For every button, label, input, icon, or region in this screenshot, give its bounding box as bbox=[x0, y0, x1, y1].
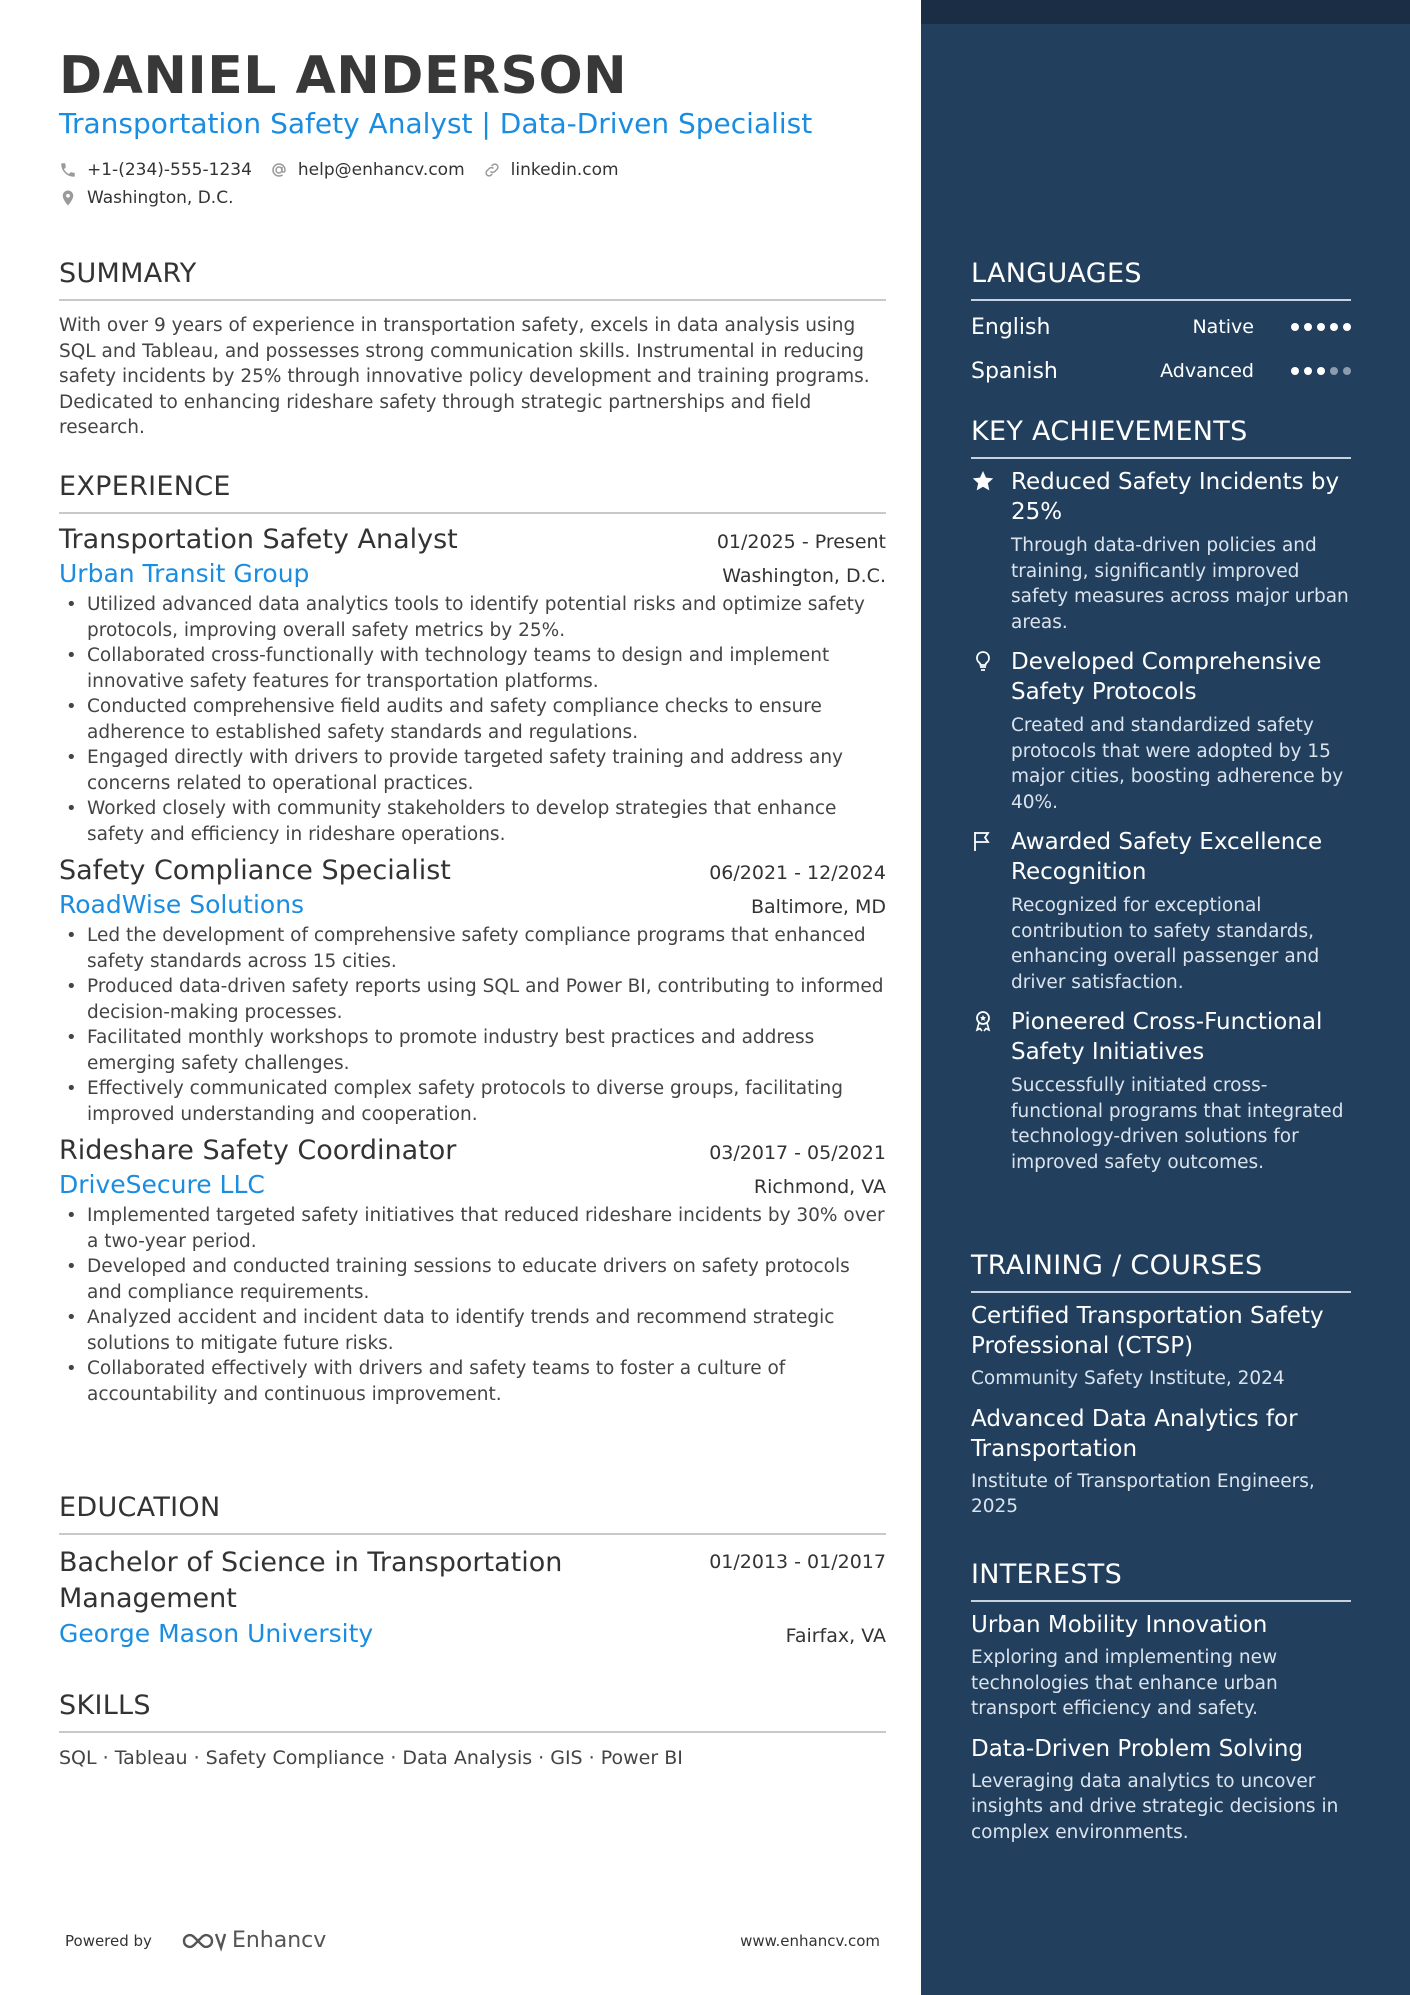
summary-text: With over 9 years of experience in transportation safety, excels in data analysis using SQL and Tableau, and possesses strong communication skills. Instrumental in reducing safety incidents by 25% through innovative policy development and training programs. Dedicated to enhancing rideshare safety through strategic partnerships and field research. bbox=[59, 315, 870, 438]
job-location: Baltimore, MD bbox=[750, 896, 886, 918]
course-title: Certified Transportation Safety Professional (CTSP) bbox=[971, 1303, 1324, 1359]
job-entry bbox=[59, 524, 886, 847]
interests-section bbox=[971, 1559, 1351, 1845]
contact-location bbox=[59, 188, 233, 208]
language-list bbox=[971, 305, 1351, 393]
education-entry bbox=[59, 1545, 886, 1648]
phone-icon bbox=[59, 161, 77, 179]
skills-title: SKILLS bbox=[59, 1690, 886, 1733]
job-location: Washington, D.C. bbox=[722, 565, 886, 587]
proficiency-dot bbox=[1304, 323, 1312, 331]
link-icon bbox=[483, 161, 501, 179]
school-name: George Mason University bbox=[59, 1619, 374, 1648]
proficiency-dot bbox=[1330, 367, 1338, 375]
proficiency-dot bbox=[1343, 367, 1351, 375]
job-title: Safety Compliance Specialist bbox=[59, 855, 451, 886]
achievement-title: Awarded Safety Excellence Recognition bbox=[1011, 829, 1323, 885]
location-pin-icon bbox=[59, 189, 77, 207]
achievement-body bbox=[1011, 827, 1351, 995]
interest-item bbox=[971, 1734, 1351, 1846]
footer-site[interactable]: www.enhancv.com bbox=[740, 1931, 880, 1950]
summary-title: SUMMARY bbox=[59, 258, 886, 301]
job-title: Rideshare Safety Coordinator bbox=[59, 1135, 457, 1166]
proficiency-dot bbox=[1291, 367, 1299, 375]
at-icon bbox=[270, 161, 288, 179]
bullet-item: • Analyzed accident and incident data to identify trends and recommend strategic solutions to mitigate future risks. bbox=[59, 1305, 886, 1356]
bullet-item: • Collaborated cross-functionally with technology teams to design and implement innovative safety features for transportation platforms. bbox=[59, 643, 886, 694]
achievement-list bbox=[971, 467, 1351, 1175]
interest-title: Data-Driven Problem Solving bbox=[971, 1735, 1304, 1762]
email-text: help@enhancv.com bbox=[297, 160, 465, 180]
achievement-body bbox=[1011, 647, 1351, 815]
interest-list bbox=[971, 1610, 1351, 1845]
proficiency-dots bbox=[1286, 323, 1351, 331]
company-name[interactable]: DriveSecure LLC bbox=[59, 1170, 265, 1199]
course-provider: Institute of Transportation Engineers, 2025 bbox=[971, 1470, 1315, 1517]
proficiency-dots bbox=[1286, 367, 1351, 375]
job-title-row bbox=[59, 855, 886, 886]
bullet-item: • Engaged directly with drivers to provide targeted safety training and address any concerns related to operational practices. bbox=[59, 745, 886, 796]
education-dates: 01/2013 - 01/2017 bbox=[709, 1551, 886, 1573]
contact-email[interactable] bbox=[270, 160, 465, 180]
headline: Transportation Safety Analyst | Data-Driven Specialist bbox=[59, 107, 813, 140]
interest-title: Urban Mobility Innovation bbox=[971, 1612, 1268, 1638]
bullet-item: • Developed and conducted training sessions to educate drivers on safety protocols and compliance requirements. bbox=[59, 1254, 886, 1305]
bullet-item: • Implemented targeted safety initiatives that reduced rideshare incidents by 30% over a two-year period. bbox=[59, 1203, 886, 1254]
bullet-item: • Conducted comprehensive field audits and safety compliance checks to ensure adherence to established safety standards and regulations. bbox=[59, 694, 886, 745]
flag-icon bbox=[971, 829, 995, 853]
training-section bbox=[971, 1250, 1351, 1520]
location-text: Washington, D.C. bbox=[87, 188, 234, 208]
bullet-item: • Led the development of comprehensive safety compliance programs that enhanced safety standards across 15 cities. bbox=[59, 923, 886, 974]
achievement-item bbox=[971, 827, 1351, 995]
interest-item bbox=[971, 1610, 1351, 1722]
education-title: EDUCATION bbox=[59, 1492, 886, 1535]
language-name: English bbox=[971, 314, 1051, 340]
achievement-title: Pioneered Cross-Functional Safety Initiatives bbox=[1011, 1009, 1323, 1065]
achievement-description: Through data-driven policies and training, significantly improved safety measures across major urban areas. bbox=[1011, 535, 1349, 633]
interest-description: Exploring and implementing new technologies that enhance urban transport efficiency and safety. bbox=[971, 1647, 1278, 1719]
skills-list: SQL · Tableau · Safety Compliance · Data Analysis · GIS · Power BI bbox=[59, 1747, 683, 1769]
course-provider: Community Safety Institute, 2024 bbox=[971, 1368, 1285, 1389]
achievement-item bbox=[971, 647, 1351, 815]
job-bullets bbox=[59, 923, 886, 1127]
language-row bbox=[971, 349, 1351, 393]
proficiency-dot bbox=[1330, 323, 1338, 331]
contact-phone[interactable] bbox=[59, 160, 252, 180]
language-row bbox=[971, 305, 1351, 349]
bullet-item: • Effectively communicated complex safety protocols to diverse groups, facilitating improved understanding and cooperation. bbox=[59, 1076, 886, 1127]
link-text: linkedin.com bbox=[510, 160, 619, 180]
proficiency-dot bbox=[1291, 323, 1299, 331]
achievement-description: Created and standardized safety protocols that were adopted by 15 major cities, boosting adherence by 40%. bbox=[1011, 715, 1344, 813]
course-item bbox=[971, 1404, 1351, 1520]
company-name[interactable]: RoadWise Solutions bbox=[59, 890, 305, 919]
contact-info bbox=[59, 158, 637, 214]
proficiency-dot bbox=[1317, 367, 1325, 375]
achievement-description: Recognized for exceptional contribution to safety standards, enhancing overall passenger and driver satisfaction. bbox=[1011, 895, 1320, 993]
bullet-item: • Produced data-driven safety reports using SQL and Power BI, contributing to informed decision-making processes. bbox=[59, 974, 886, 1025]
course-list bbox=[971, 1301, 1351, 1520]
bullet-item: • Worked closely with community stakeholders to develop strategies that enhance safety and efficiency in rideshare operations. bbox=[59, 796, 886, 847]
job-bullets bbox=[59, 592, 886, 847]
training-title: TRAINING / COURSES bbox=[971, 1250, 1351, 1293]
achievement-item bbox=[971, 1007, 1351, 1175]
enhancv-brand: Enhancv bbox=[231, 1928, 327, 1953]
job-dates: 03/2017 - 05/2021 bbox=[709, 1142, 886, 1164]
achievement-body bbox=[1011, 467, 1351, 635]
education-location: Fairfax, VA bbox=[785, 1625, 886, 1647]
languages-title: LANGUAGES bbox=[971, 258, 1351, 301]
contact-link[interactable] bbox=[483, 160, 619, 180]
enhancv-logo-icon bbox=[180, 1929, 226, 1953]
course-item bbox=[971, 1301, 1351, 1392]
skills-section bbox=[59, 1690, 886, 1769]
job-dates: 06/2021 - 12/2024 bbox=[709, 862, 886, 884]
powered-by-label: Powered by bbox=[65, 1931, 152, 1950]
experience-title: EXPERIENCE bbox=[59, 471, 886, 514]
phone-text: +1-(234)-555-1234 bbox=[87, 160, 252, 180]
summary-section bbox=[59, 258, 886, 441]
achievement-body bbox=[1011, 1007, 1351, 1175]
job-entry bbox=[59, 855, 886, 1127]
achievement-description: Successfully initiated cross-functional programs that integrated technology-driven solutions for improved safety outcomes. bbox=[1011, 1075, 1344, 1173]
interest-description: Leveraging data analytics to uncover insights and drive strategic decisions in complex environments. bbox=[971, 1770, 1339, 1843]
star-icon bbox=[971, 469, 995, 493]
languages-section bbox=[971, 258, 1351, 393]
company-name[interactable]: Urban Transit Group bbox=[59, 559, 310, 588]
achievement-title: Reduced Safety Incidents by 25% bbox=[1011, 469, 1340, 525]
proficiency-dot bbox=[1343, 323, 1351, 331]
candidate-name: DANIEL ANDERSON bbox=[59, 46, 628, 106]
achievement-item bbox=[971, 467, 1351, 635]
language-level: Native bbox=[1192, 316, 1254, 338]
enhancv-logo[interactable] bbox=[180, 1928, 326, 1953]
job-bullets bbox=[59, 1203, 886, 1407]
education-section bbox=[59, 1492, 886, 1648]
lightbulb-icon bbox=[971, 649, 995, 673]
job-list bbox=[59, 524, 886, 1407]
sidebar-top-band bbox=[921, 0, 1410, 24]
experience-section bbox=[59, 471, 886, 1407]
job-company-row bbox=[59, 559, 886, 588]
language-name: Spanish bbox=[971, 358, 1058, 384]
language-level: Advanced bbox=[1160, 360, 1254, 382]
footer bbox=[65, 1928, 880, 1953]
interests-title: INTERESTS bbox=[971, 1559, 1351, 1602]
degree-title: Bachelor of Science in Transportation Management bbox=[59, 1547, 563, 1614]
job-title-row bbox=[59, 524, 886, 555]
course-title: Advanced Data Analytics for Transportation bbox=[971, 1405, 1298, 1462]
job-dates: 01/2025 - Present bbox=[716, 531, 886, 553]
bullet-item: • Collaborated effectively with drivers and safety teams to foster a culture of accountability and continuous improvement. bbox=[59, 1356, 886, 1407]
proficiency-dot bbox=[1317, 323, 1325, 331]
job-company-row bbox=[59, 890, 886, 919]
job-company-row bbox=[59, 1170, 886, 1199]
bullet-item: • Facilitated monthly workshops to promote industry best practices and address emerging safety challenges. bbox=[59, 1025, 886, 1076]
achievements-title: KEY ACHIEVEMENTS bbox=[971, 416, 1351, 459]
achievements-section bbox=[971, 416, 1351, 1175]
job-title: Transportation Safety Analyst bbox=[59, 524, 458, 555]
job-location: Richmond, VA bbox=[753, 1176, 886, 1198]
bullet-item: • Utilized advanced data analytics tools to identify potential risks and optimize safety protocols, improving overall safety metrics by 25%. bbox=[59, 592, 886, 643]
award-icon bbox=[971, 1009, 995, 1033]
job-title-row bbox=[59, 1135, 886, 1166]
achievement-title: Developed Comprehensive Safety Protocols bbox=[1011, 649, 1322, 705]
job-entry bbox=[59, 1135, 886, 1407]
proficiency-dot bbox=[1304, 367, 1312, 375]
